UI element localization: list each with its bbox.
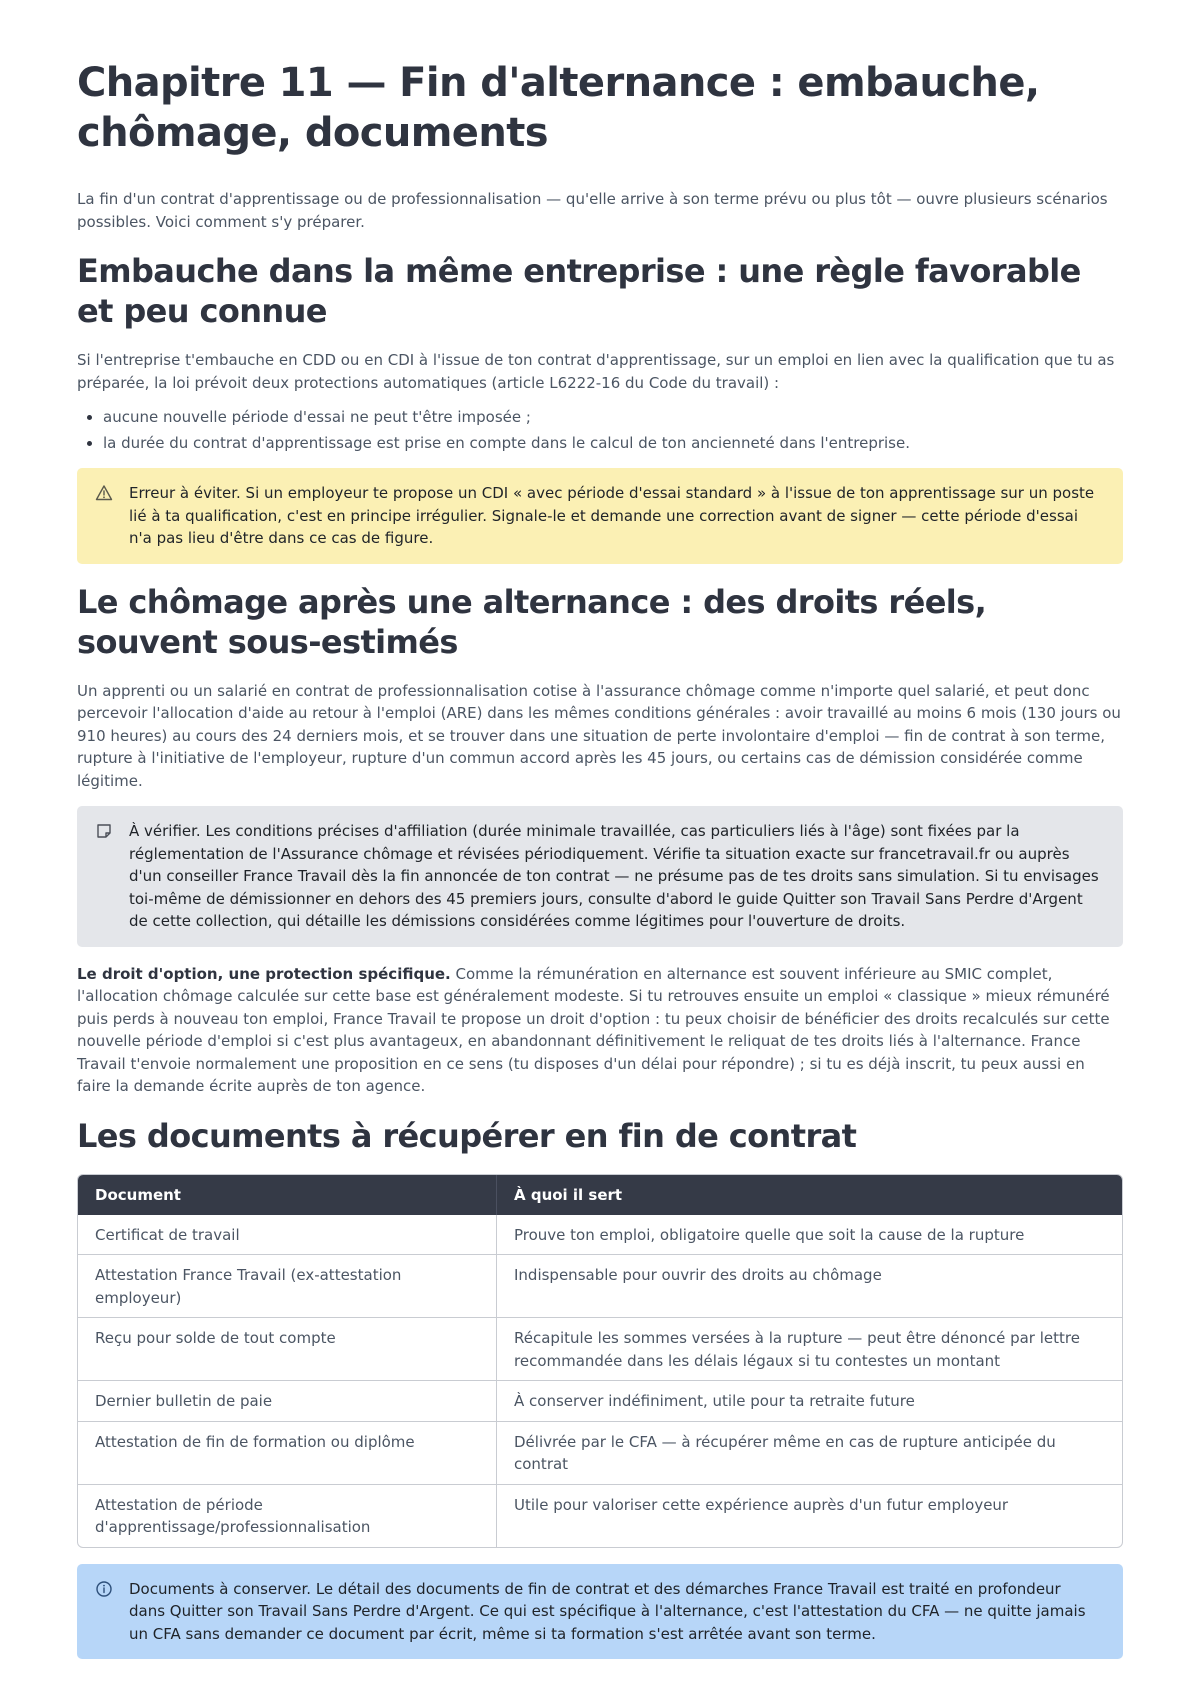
list-item: • aucune nouvelle période d'essai ne peut t'être imposée ; xyxy=(103,406,1123,428)
table-header-document: Document xyxy=(78,1175,496,1215)
embauche-paragraph: Si l'entreprise t'embauche en CDD ou en CDI à l'issue de ton contrat d'apprentissage, sur un emploi en lien avec la qualification que tu as préparée, la loi prévoit deux protections automatiques (article L6222-16 du Code du travail) : xyxy=(77,351,1115,392)
table-row xyxy=(78,1317,1122,1380)
section-heading-chomage: Le chômage après une alternance : des droits réels, souvent sous-estimés xyxy=(77,582,987,661)
option-text: Comme la rémunération en alternance est souvent inférieure au SMIC complet, l'allocation chômage calculée sur cette base est généralement modeste. Si tu retrouves ensuite un emploi « classique » mieux rémunéré puis perds à nouveau ton emploi, France Travail te propose un droit d'option : tu peux choisir de bénéficier des droits recalculés sur cette nouvelle période d'emploi si c'est plus avantageux, en abandonnant définitivement le reliquat de tes droits liés à l'alternance. France Travail t'envoie normalement une proposition en ce sens (tu disposes d'un délai pour répondre) ; si tu es déjà inscrit, tu peux aussi en faire la demande écrite auprès de ton agence. xyxy=(77,964,1110,1095)
warning-icon xyxy=(95,484,113,502)
table-cell-document: Dernier bulletin de paie xyxy=(78,1380,496,1421)
table-row xyxy=(78,1421,1122,1484)
section-heading-documents: Les documents à récupérer en fin de contrat xyxy=(77,1116,857,1155)
list-item: • la durée du contrat d'apprentissage est prise en compte dans le calcul de ton ancienneté dans l'entreprise. xyxy=(103,432,1123,454)
table-row xyxy=(78,1215,1122,1255)
table-cell-document: Attestation de fin de formation ou diplôme xyxy=(78,1421,496,1484)
table-header-usage: À quoi il sert xyxy=(496,1175,1122,1215)
table-cell-usage: Utile pour valoriser cette expérience auprès d'un futur employeur xyxy=(496,1484,1122,1547)
info-callout-text: Documents à conserver. Le détail des documents de fin de contrat et des démarches France Travail est traité en profondeur dans Quitter son Travail Sans Perdre d'Argent. Ce qui est spécifique à l'alternance, c'est l'attestation du CFA — ne quitte jamais un CFA sans demander ce document par écrit, même si ta formation s'est arrêtée avant son terme. xyxy=(129,1579,1086,1643)
chomage-paragraph: Un apprenti ou un salarié en contrat de professionnalisation cotise à l'assurance chômage comme n'importe quel salarié, et peut donc percevoir l'allocation d'aide au retour à l'emploi (ARE) dans les mêmes conditions générales : avoir travaillé au moins 6 mois (130 jours ou 910 heures) au cours des 24 derniers mois, et se trouver dans une situation de perte involontaire d'emploi — fin de contrat à son terme, rupture à l'initiative de l'employeur, rupture d'un commun accord après les 45 jours, ou certains cas de démission considérée comme légitime. xyxy=(77,681,1121,790)
note-callout-text: À vérifier. Les conditions précises d'affiliation (durée minimale travaillée, cas particuliers liés à l'âge) sont fixées par la réglementation de l'Assurance chômage et révisées périodiquement. Vérifie ta situation exacte sur francetravail.fr ou auprès d'un conseiller France Travail dès la fin annoncée de ton contrat — ne présume pas de tes droits sans simulation. Si tu envisages toi-même de démissionner en dehors des 45 premiers jours, consulte d'abord le guide Quitter son Travail Sans Perdre d'Argent de cette collection, qui détaille les démissions considérées comme légitimes pour l'ouverture de droits. xyxy=(129,822,1099,930)
protections-list xyxy=(77,406,1123,454)
info-icon xyxy=(95,1580,113,1598)
intro-paragraph: La fin d'un contrat d'apprentissage ou de professionnalisation — qu'elle arrive à son terme prévu ou plus tôt — ouvre plusieurs scénarios possibles. Voici comment s'y préparer. xyxy=(77,190,1108,231)
info-callout xyxy=(77,1564,1123,1660)
option-paragraph xyxy=(77,963,1123,1098)
table-row xyxy=(78,1380,1122,1421)
table-cell-usage: Prouve ton emploi, obligatoire quelle que soit la cause de la rupture xyxy=(496,1215,1122,1255)
note-callout xyxy=(77,806,1123,947)
documents-table xyxy=(77,1174,1123,1548)
table-header-row xyxy=(78,1175,1122,1215)
warning-callout-text: Erreur à éviter. Si un employeur te propose un CDI « avec période d'essai standard » à l'issue de ton apprentissage sur un poste lié à ta qualification, c'est en principe irrégulier. Signale-le et demande une correction avant de signer — cette période d'essai n'a pas lieu d'être dans ce cas de figure. xyxy=(129,484,1095,547)
table-cell-document: Attestation France Travail (ex-attestation employeur) xyxy=(78,1254,496,1317)
table-row xyxy=(78,1254,1122,1317)
warning-callout xyxy=(77,468,1123,564)
section-heading-embauche: Embauche dans la même entreprise : une règle favorable et peu connue xyxy=(77,252,1081,330)
table-row xyxy=(78,1484,1122,1547)
table-cell-document: Attestation de période d'apprentissage/professionnalisation xyxy=(78,1484,496,1547)
table-cell-usage: Récapitule les sommes versées à la rupture — peut être dénoncé par lettre recommandée dans les délais légaux si tu contestes un montant xyxy=(496,1317,1122,1380)
note-icon xyxy=(95,822,113,840)
table-cell-usage: Indispensable pour ouvrir des droits au chômage xyxy=(496,1254,1122,1317)
table-cell-document: Certificat de travail xyxy=(95,1225,240,1244)
table-cell-usage: Délivrée par le CFA — à récupérer même en cas de rupture anticipée du contrat xyxy=(496,1421,1122,1484)
page-title: Chapitre 11 — Fin d'alternance : embauche, chômage, documents xyxy=(77,60,1040,156)
option-lead: Le droit d'option, une protection spécifique. xyxy=(77,964,451,983)
table-cell-usage: À conserver indéfiniment, utile pour ta retraite future xyxy=(496,1380,1122,1421)
table-cell-document: Reçu pour solde de tout compte xyxy=(78,1317,496,1380)
